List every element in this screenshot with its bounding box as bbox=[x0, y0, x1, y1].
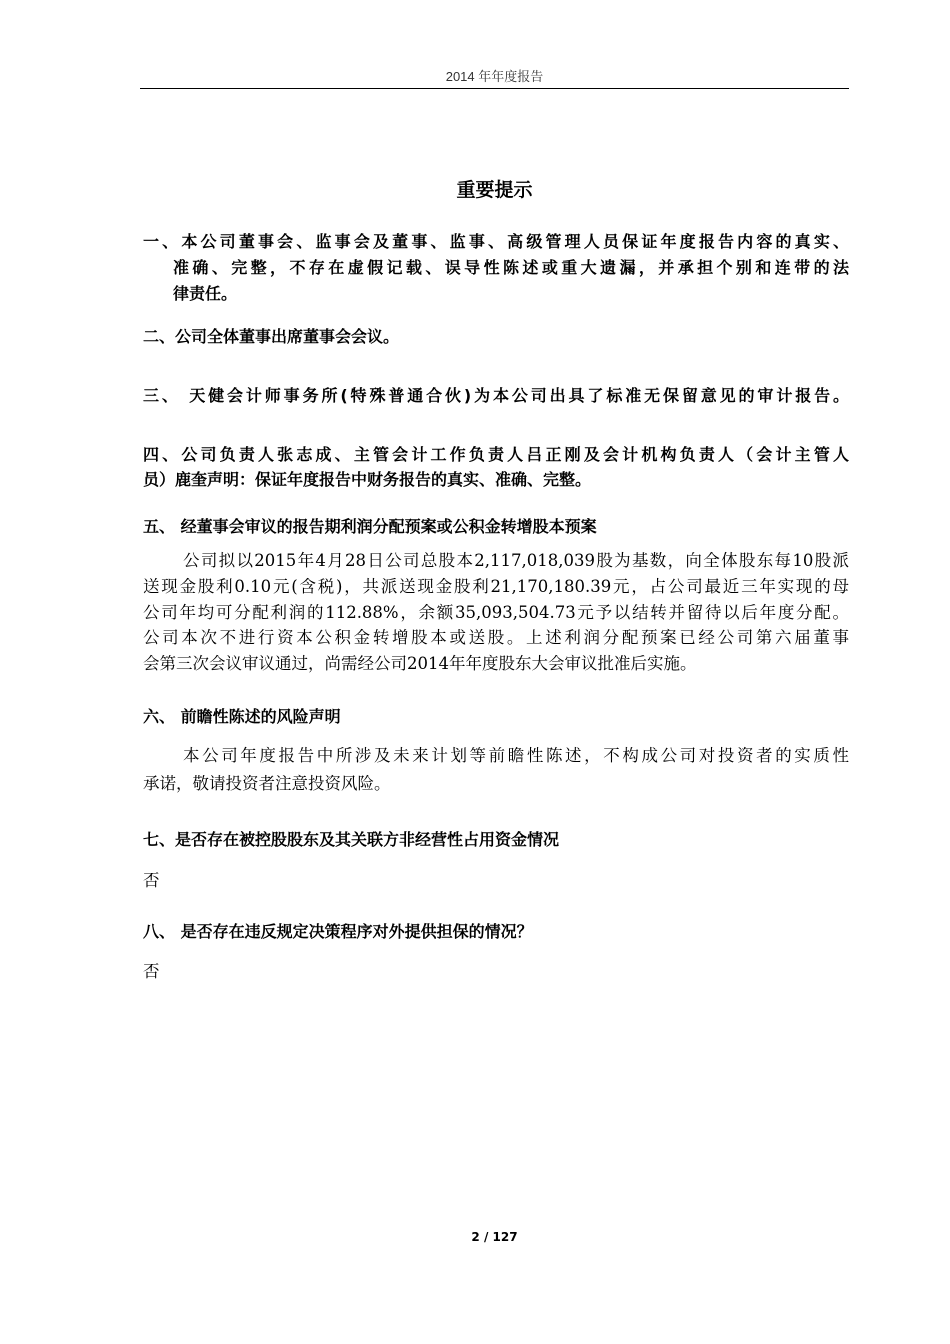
item-4-line-2: 员）鹿奎声明：保证年度报告中财务报告的真实、准确、完整。 bbox=[143, 470, 592, 489]
item-2: 二、公司全体董事出席董事会会议。 bbox=[143, 327, 400, 346]
item-8-answer: 否 bbox=[143, 962, 160, 981]
item-8-heading: 八、 是否存在违反规定决策程序对外提供担保的情况？ bbox=[143, 922, 533, 941]
header-divider bbox=[140, 88, 849, 89]
item-6-line-2: 承诺，敬请投资者注意投资风险。 bbox=[143, 774, 391, 793]
item-1-line-2: 准确、完整，不存在虚假记载、误导性陈述或重大遗漏，并承担个别和连带的法 bbox=[173, 258, 849, 277]
item-5-line-5: 会第三次会议审议通过，尚需经公司2014年年度股东大会审议批准后实施。 bbox=[143, 654, 697, 673]
item-1-line-3: 律责任。 bbox=[173, 284, 238, 303]
page-number: 2 / 127 bbox=[471, 1230, 518, 1244]
item-4-line-1: 四、公司负责人张志成、主管会计工作负责人吕正刚及会计机构负责人（会计主管人 bbox=[143, 445, 849, 464]
item-6-line-1: 本公司年度报告中所涉及未来计划等前瞻性陈述，不构成公司对投资者的实质性 bbox=[183, 746, 849, 765]
item-7-heading: 七、是否存在被控股股东及其关联方非经营性占用资金情况 bbox=[143, 830, 560, 849]
item-3: 三、 天健会计师事务所(特殊普通合伙)为本公司出具了标准无保留意见的审计报告。 bbox=[143, 386, 849, 405]
item-5-line-4: 公司本次不进行资本公积金转增股本或送股。上述利润分配预案已经公司第六届董事 bbox=[143, 628, 849, 647]
item-5-heading: 五、 经董事会审议的报告期利润分配预案或公积金转增股本预案 bbox=[143, 517, 597, 536]
item-5-line-3: 公司年均可分配利润的112.88%，余额35,093,504.73元予以结转并留待以后年度分配。 bbox=[143, 603, 849, 622]
item-5-line-2: 送现金股利0.10元(含税)，共派送现金股利21,170,180.39元，占公司最近三年实现的母 bbox=[143, 577, 849, 596]
page-header: 2014 年年度报告 bbox=[445, 69, 544, 84]
item-6-heading: 六、 前瞻性陈述的风险声明 bbox=[143, 707, 341, 726]
page-title: 重要提示 bbox=[456, 179, 533, 201]
item-1-line-1: 一、本公司董事会、监事会及董事、监事、高级管理人员保证年度报告内容的真实、 bbox=[143, 232, 849, 251]
item-7-answer: 否 bbox=[143, 871, 160, 890]
item-5-line-1: 公司拟以2015年4月28日公司总股本2,117,018,039股为基数，向全体股东每10股派 bbox=[183, 551, 849, 570]
